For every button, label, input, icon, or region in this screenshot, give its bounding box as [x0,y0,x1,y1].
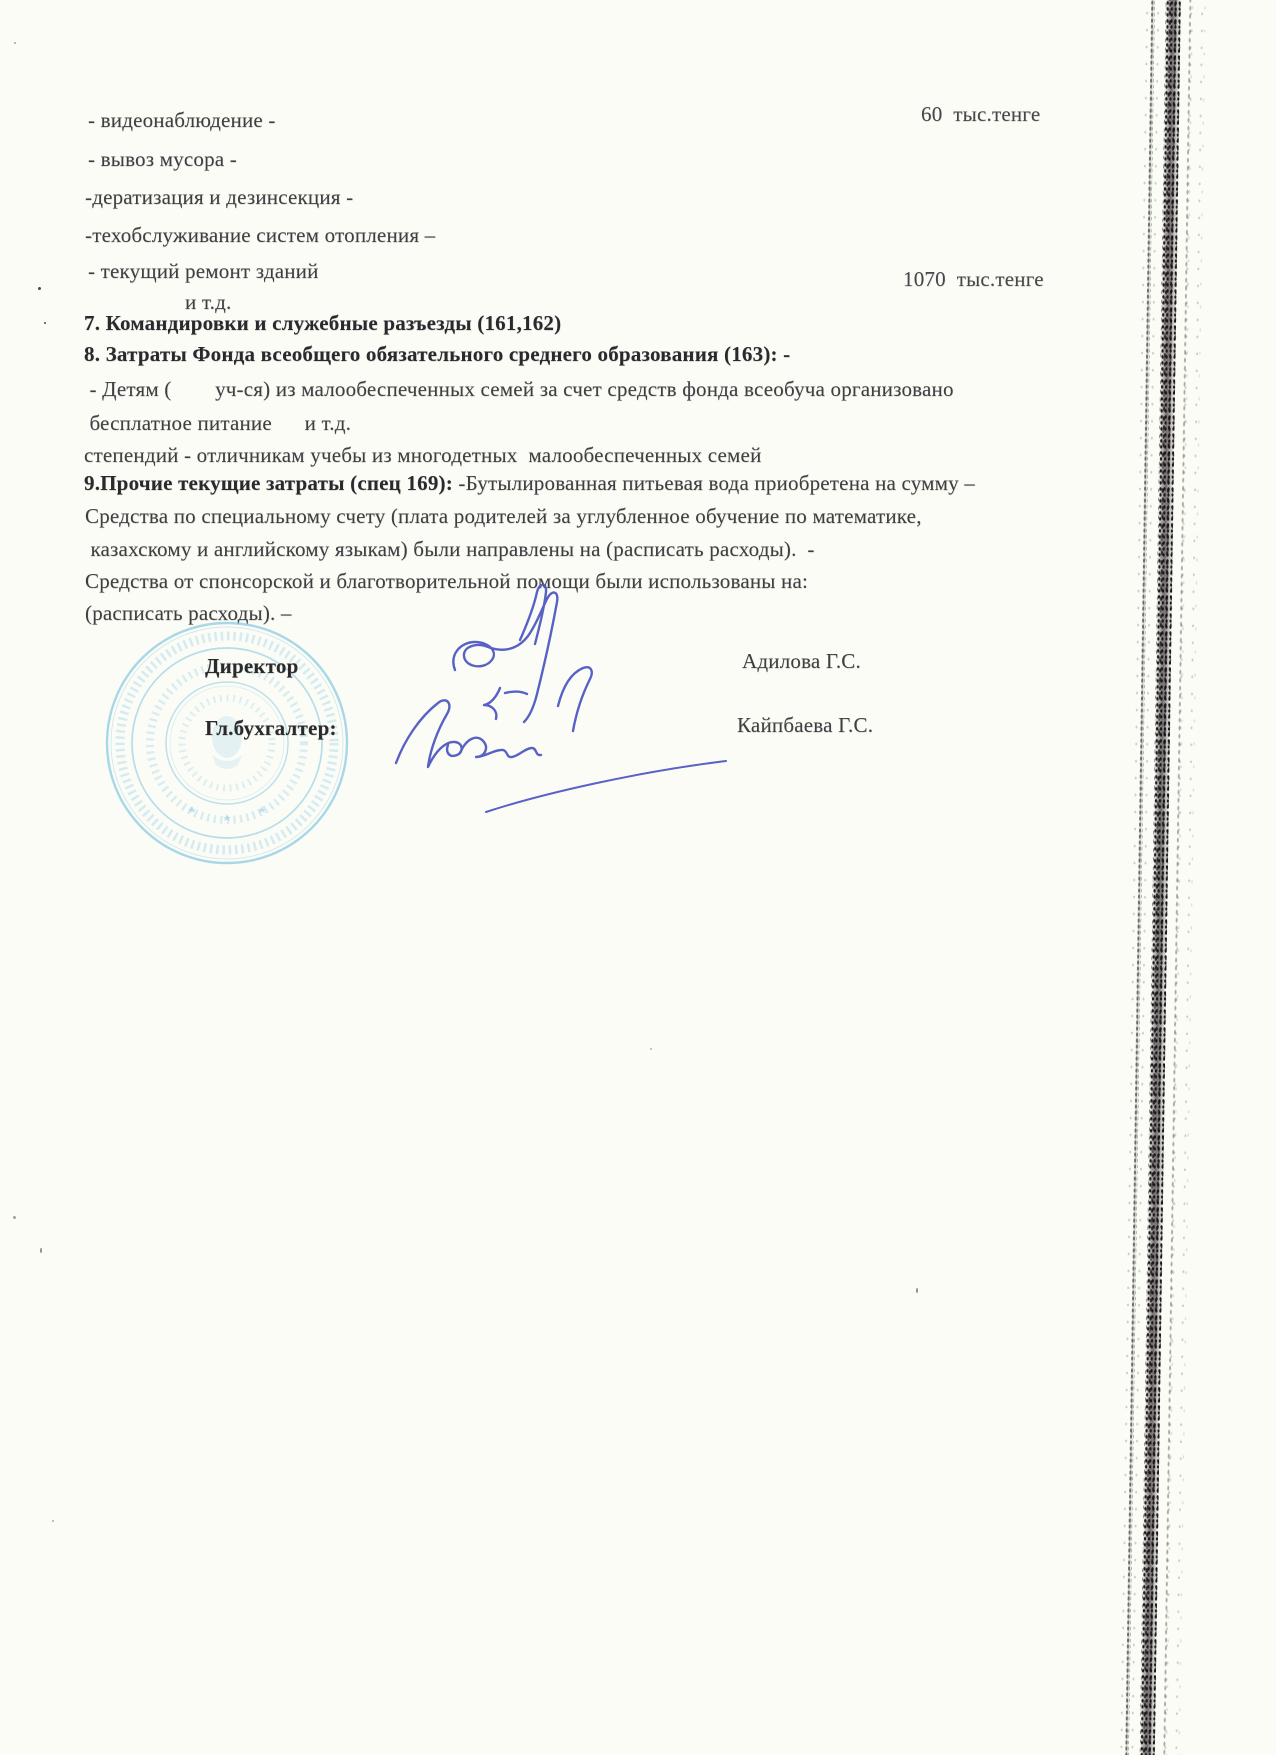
section-8-line-stipends: степендий - отличникам учебы из многодетных малообеспеченных семей [84,443,762,467]
signature-underline-swoosh [486,761,726,812]
section-8-line-meals: бесплатное питание и т.д. [84,411,352,435]
scan-noise-light-line [1162,0,1192,1755]
scan-speck [40,1248,42,1253]
accountant-name: Кайпбаева Г.С. [737,713,874,737]
scan-speck [38,287,41,290]
special-account-line-2: казахскому и английскому языкам) были направлены на (расписать расходы). - [85,537,815,561]
scan-noise-halo [1115,0,1206,1755]
section-8-heading: 8. Затраты Фонда всеобщего обязательного среднего образования (163): - [84,342,791,366]
accountant-signature-ink [396,700,462,767]
scan-noise-dark-band [1139,0,1181,1755]
expense-item-deratization: -дератизация и дезинсекция - [85,185,354,209]
scan-speck [13,1216,16,1219]
section-9-heading-line [84,472,975,495]
handwritten-signatures [350,580,780,830]
special-account-line-1: Средства по специальному счету (плата родителей за углубленное обучение по математике, [85,504,922,528]
section-9-heading-rest: -Бутылированная питьевая вода приобретена на сумму – [452,471,976,495]
amount-60-tys-tenge: 60 тыс.тенге [921,102,1041,126]
scan-speck [52,1520,54,1522]
director-label: Директор [205,654,299,678]
section-9-heading-bold: 9.Прочие текущие затраты (спец 169): [84,471,453,495]
expense-item-heating-maintenance: -техобслуживание систем отопления – [85,223,436,247]
sponsor-funds-line-1: Средства от спонсорской и благотворительной помощи были использованы на: [85,569,809,593]
sponsor-funds-line-2: (расписать расходы). – [85,601,292,625]
etc-note: и т.д. [185,290,232,314]
scan-speck [14,42,16,44]
director-name: Адилова Г.С. [742,649,861,673]
expense-item-video-surveillance: - видеонаблюдение - [88,108,276,132]
section-7-heading: 7. Командировки и служебные разъезды (161,162) [84,311,562,335]
scan-speck [650,1048,652,1050]
scan-speck [916,1288,918,1293]
expense-item-garbage-removal: - вывоз мусора - [88,147,237,171]
amount-1070-tys-tenge: 1070 тыс.тенге [903,267,1044,291]
accountant-label: Гл.бухгалтер: [205,716,337,740]
scan-speck [44,322,46,324]
expense-item-building-repair: - текущий ремонт зданий [88,259,319,283]
scan-noise-thin-line [1124,0,1155,1755]
section-8-line-children: - Детям ( уч-ся) из малообеспеченных семей за счет средств фонда всеобуча организовано [84,377,954,401]
